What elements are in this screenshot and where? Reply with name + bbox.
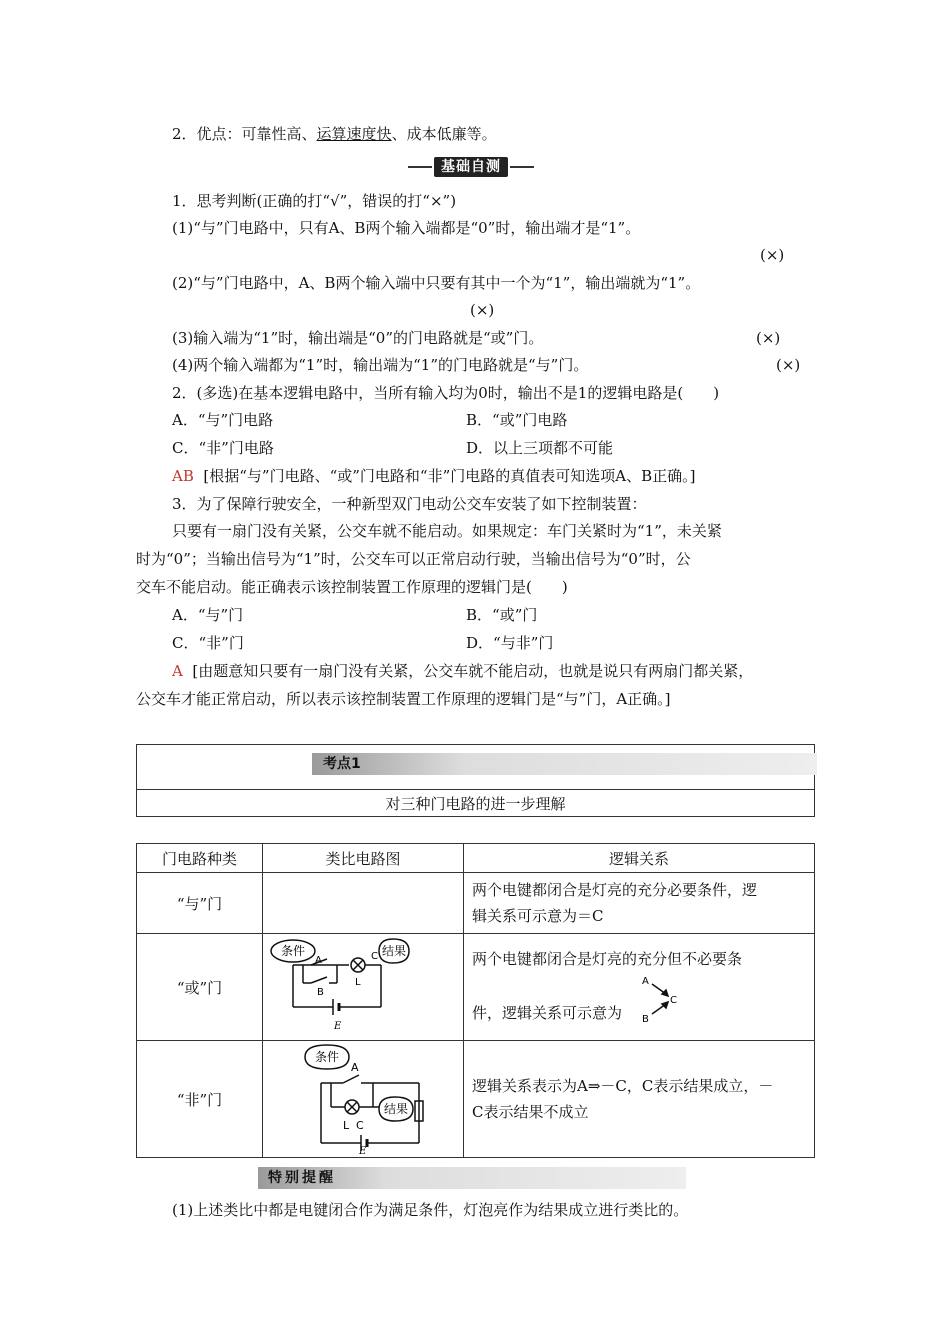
q1-stem: 1．思考判断(正确的打“√”，错误的打“×”) (172, 192, 457, 210)
q3-option-d: D．“与非”门 (466, 634, 554, 652)
or-result-label: 结果 (381, 944, 407, 958)
or-condition-label: 条件 (280, 944, 306, 958)
row-not-type: “非”门 (137, 1041, 263, 1158)
row-not-logic-2: C表示结果不成立 (472, 1103, 589, 1121)
advantages-underlined: 运算速度快 (316, 125, 392, 143)
row-and-logic-1: 两个电键都闭合是灯亮的充分必要条件，逻 (472, 881, 758, 899)
row-not-diagram (263, 1041, 464, 1158)
not-e-label: E (359, 1146, 367, 1155)
section-banner-label: 基础自测 (434, 157, 508, 177)
q3-answer: A (172, 662, 183, 680)
row-and-type: “与”门 (137, 873, 263, 934)
row-and-diagram (263, 873, 464, 934)
header-diagram: 类比电路图 (263, 844, 464, 873)
q2-stem: 2．(多选)在基本逻辑电路中，当所有输入均为0时，输出不是1的逻辑电路是( ) (172, 384, 720, 402)
header-logic: 逻辑关系 (464, 844, 815, 873)
q2-option-b: B．“或”门电路 (466, 411, 568, 429)
q3-body-2: 时为“0”；当输出信号为“1”时，公交车可以正常启动行驶，当输出信号为“0”时，公 (136, 550, 691, 568)
q3-explanation-2: 公交车才能正常启动，所以表示该控制装置工作原理的逻辑门是“与”门，A正确。] (136, 690, 671, 708)
row-and-logic-2: 辑关系可示意为＝C (472, 907, 604, 925)
q2-explanation: [根据“与”门电路、“或”门电路和“非”门电路的真值表可知选项A、B正确。] (203, 467, 696, 485)
or-circuit-diagram (263, 937, 463, 1037)
tebie-note: (1)上述类比中都是电键闭合作为满足条件，灯泡亮作为结果成立进行类比的。 (172, 1201, 689, 1219)
advantages-prefix: 2．优点：可靠性高、 (172, 125, 317, 143)
q1-item-2: (2)“与”门电路中，A、B两个输入端中只要有其中一个为“1”，输出端就为“1”。 (172, 274, 701, 292)
or-b-label: B (317, 987, 324, 998)
not-condition-label: 条件 (314, 1050, 340, 1064)
not-l-label: L (343, 1119, 350, 1132)
q1-item-3: (3)输入端为“1”时，输出端是“0”的门电路就是“或”门。 (172, 329, 544, 347)
q1-item-2-mark: (×) (470, 301, 495, 319)
q3-option-c: C．“非”门 (172, 634, 244, 652)
or-e-label: E (334, 1021, 342, 1032)
q1-item-4: (4)两个输入端都为“1”时，输出端为“1”的门电路就是“与”门。 (172, 356, 589, 374)
kaodian-title: 对三种门电路的进一步理解 (137, 790, 815, 817)
row-and-logic (464, 873, 815, 934)
q3-explanation-1: [由题意知只要有一扇门没有关紧，公交车就不能启动，也就是说只有两扇门都关紧， (192, 662, 754, 680)
row-not-logic-1: 逻辑关系表示为A⇒－C，C表示结果成立，－ (472, 1077, 774, 1095)
row-not-logic (464, 1041, 815, 1158)
q1-item-1: (1)“与”门电路中，只有A、B两个输入端都是“0”时，输出端才是“1”。 (172, 219, 641, 237)
or-logic-arrow-diagram (640, 972, 700, 1028)
q2-option-c: C．“非”门电路 (172, 439, 274, 457)
q3-answer-line (172, 661, 753, 681)
q3-body-1: 只要有一扇门没有关紧，公交车就不能启动。如果规定：车门关紧时为“1”，未关紧 (172, 522, 722, 540)
q3-stem: 3．为了保障行驶安全，一种新型双门电动公交车安装了如下控制装置： (172, 495, 647, 513)
row-or-logic-1: 两个电键都闭合是灯亮的充分但不必要条 (472, 950, 743, 968)
row-or-logic (464, 934, 815, 1041)
or-logic-a: A (642, 976, 649, 987)
or-logic-b: B (642, 1014, 649, 1025)
or-c-label: C (371, 951, 378, 962)
kaodian-box (136, 744, 815, 817)
not-circuit-diagram (263, 1043, 463, 1155)
not-c-label: C (356, 1119, 364, 1132)
q1-item-3-mark: (×) (756, 329, 781, 347)
q1-item-1-mark: (×) (760, 246, 785, 264)
tebie-tag: 特别提醒 (268, 1170, 336, 1186)
table-row (137, 873, 815, 934)
not-result-label: 结果 (383, 1102, 409, 1116)
section-banner (408, 157, 534, 177)
q2-answer-line (172, 466, 695, 486)
row-or-logic-2: 件，逻辑关系可示意为 (472, 1004, 623, 1022)
or-logic-c: C (670, 995, 677, 1006)
not-a-label: A (351, 1061, 359, 1074)
q3-body-3: 交车不能启动。能正确表示该控制装置工作原理的逻辑门是( ) (136, 578, 568, 596)
gate-table (136, 843, 815, 1158)
table-row (137, 934, 815, 1041)
row-or-diagram (263, 934, 464, 1041)
kaodian-tag: 考点1 (323, 756, 361, 772)
q2-option-a: A．“与”门电路 (172, 411, 274, 429)
or-l-label: L (355, 977, 361, 988)
q3-option-b: B．“或”门 (466, 606, 538, 624)
row-or-type: “或”门 (137, 934, 263, 1041)
q3-option-a: A．“与”门 (172, 606, 244, 624)
header-type: 门电路种类 (137, 844, 263, 873)
q2-option-d: D．以上三项都不可能 (466, 439, 614, 457)
advantages-suffix: 、成本低廉等。 (391, 125, 497, 143)
q2-answer: AB (172, 467, 194, 485)
table-row (137, 1041, 815, 1158)
advantages-line (172, 124, 497, 144)
q1-item-4-mark: (×) (776, 356, 801, 374)
or-a-label: A (315, 955, 322, 966)
